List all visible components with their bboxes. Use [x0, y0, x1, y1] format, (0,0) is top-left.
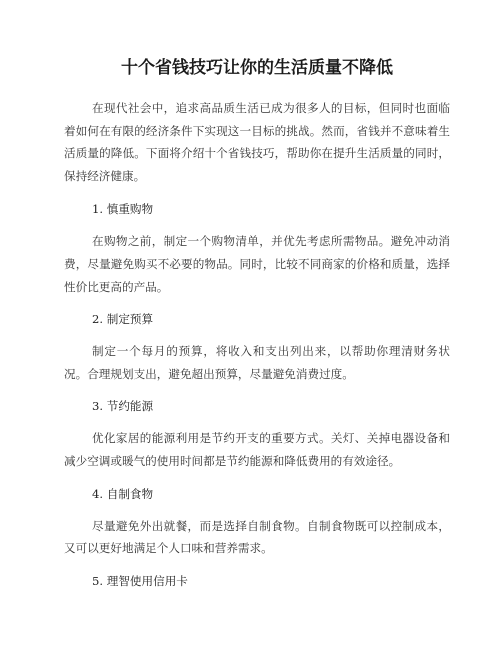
section-4 — [64, 485, 450, 560]
section-body: 优化家居的能源利用是节约开支的重要方式。关灯、关掉电器设备和减少空调或暖气的使用时间都是节约能源和降低费用的有效途径。 — [64, 431, 450, 468]
section-heading: 2. 制定预算 — [92, 312, 154, 327]
intro-paragraph: 在现代社会中，追求高品质生活已成为很多人的目标，但同时也面临着如何在有限的经济条件下实现这一目标的挑战。然而，省钱并不意味着生活质量的降低。下面将介绍十个省钱技巧，帮助你在提升生活质量的同时，保持经济健康。 — [64, 101, 450, 183]
section-heading: 4. 自制食物 — [92, 486, 154, 501]
document-title: 十个省钱技巧让你的生活质量不降低 — [121, 58, 393, 78]
section-3 — [64, 397, 450, 472]
section-5 — [64, 572, 450, 590]
section-heading: 5. 理智使用信用卡 — [92, 573, 188, 588]
section-heading: 3. 节约能源 — [92, 399, 154, 414]
section-heading: 1. 慎重购物 — [92, 202, 154, 217]
section-2 — [64, 310, 450, 385]
section-1 — [64, 200, 450, 298]
section-body: 尽量避免外出就餐，而是选择自制食物。自制食物既可以控制成本，又可以更好地满足个人口味和营养需求。 — [64, 518, 450, 556]
section-body: 在购物之前，制定一个购物清单，并优先考虑所需物品。避免冲动消费，尽量避免购买不必要的物品。同时，比较不同商家的价格和质量，选择性价比更高的产品。 — [64, 234, 450, 294]
section-body: 制定一个每月的预算，将收入和支出列出来，以帮助你理清财务状况。合理规划支出，避免超出预算，尽量避免消费过度。 — [64, 344, 450, 381]
